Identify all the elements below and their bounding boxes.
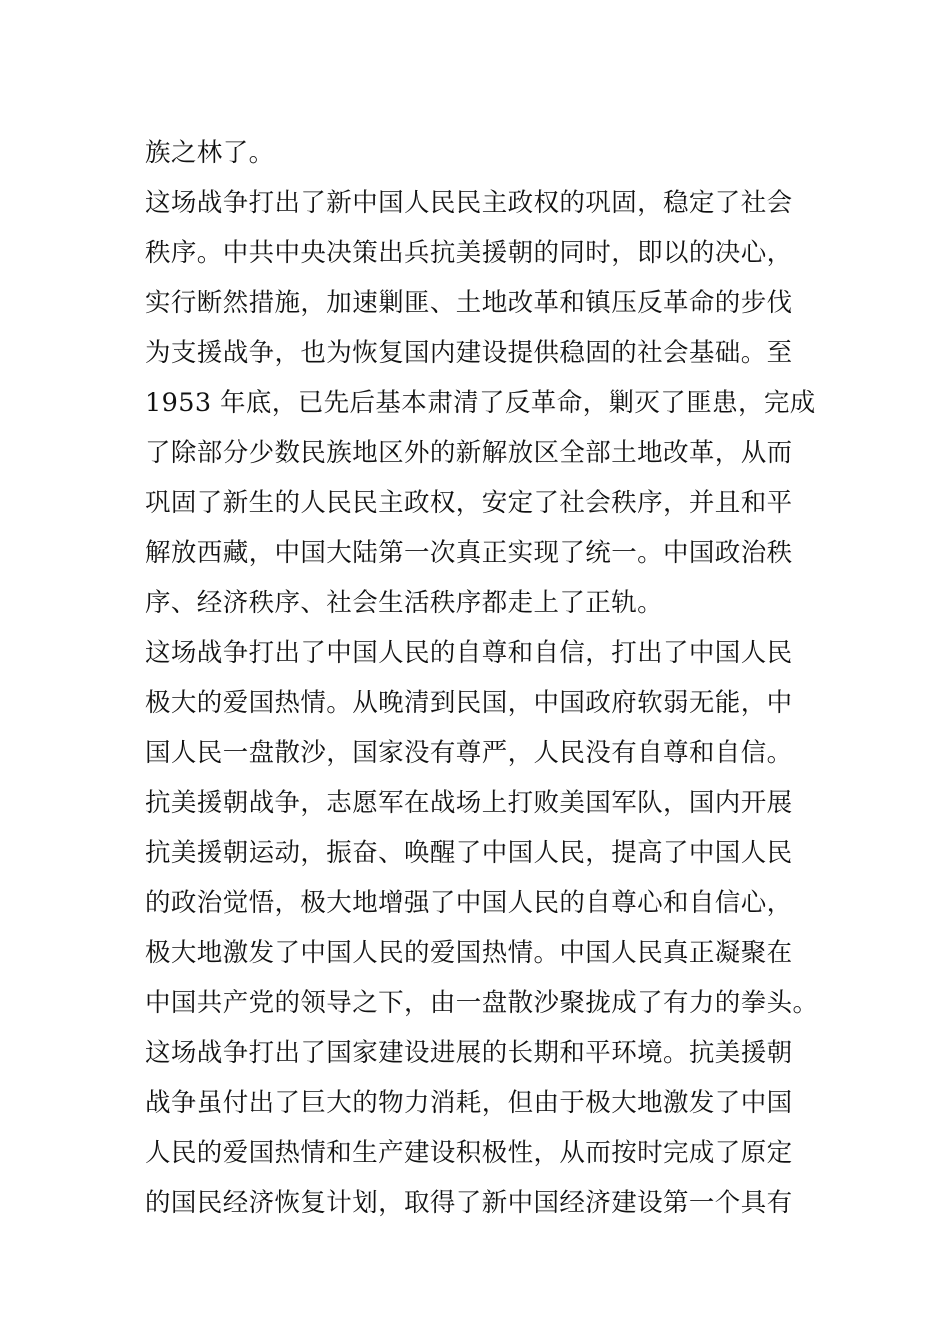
text-line: 这场战争打出了新中国人民民主政权的巩固，稳定了社会 — [145, 188, 793, 218]
text-line: 抗美援朝战争，志愿军在战场上打败美国军队，国内开展 — [145, 788, 793, 818]
text-line: 中国共产党的领导之下，由一盘散沙聚拢成了有力的拳头。 — [145, 988, 819, 1018]
text-line: 抗美援朝运动，振奋、唤醒了中国人民，提高了中国人民 — [145, 838, 793, 868]
text-line: 极大的爱国热情。从晚清到民国，中国政府软弱无能，中 — [145, 688, 793, 718]
text-line: 1953 年底，已先后基本肃清了反革命，剿灭了匪患，完成 — [145, 388, 816, 418]
text-line: 这场战争打出了中国人民的自尊和自信，打出了中国人民 — [145, 638, 793, 668]
text-line: 秩序。中共中央决策出兵抗美援朝的同时，即以的决心， — [145, 238, 793, 268]
text-line: 国人民一盘散沙，国家没有尊严，人民没有自尊和自信。 — [145, 738, 793, 768]
text-line: 序、经济秩序、社会生活秩序都走上了正轨。 — [145, 588, 664, 618]
text-line: 的国民经济恢复计划，取得了新中国经济建设第一个具有 — [145, 1188, 793, 1218]
text-line: 极大地激发了中国人民的爱国热情。中国人民真正凝聚在 — [145, 938, 793, 968]
text-line: 族之林了。 — [145, 138, 275, 168]
text-line: 巩固了新生的人民民主政权，安定了社会秩序，并且和平 — [145, 488, 793, 518]
text-line: 解放西藏，中国大陆第一次真正实现了统一。中国政治秩 — [145, 538, 793, 568]
text-line: 为支援战争，也为恢复国内建设提供稳固的社会基础。至 — [145, 338, 793, 368]
text-line: 这场战争打出了国家建设进展的长期和平环境。抗美援朝 — [145, 1038, 793, 1068]
text-line: 的政治觉悟，极大地增强了中国人民的自尊心和自信心， — [145, 888, 793, 918]
text-line: 实行断然措施，加速剿匪、土地改革和镇压反革命的步伐 — [145, 288, 793, 318]
text-line: 战争虽付出了巨大的物力消耗，但由于极大地激发了中国 — [145, 1088, 793, 1118]
text-line: 人民的爱国热情和生产建设积极性，从而按时完成了原定 — [145, 1138, 793, 1168]
text-line: 了除部分少数民族地区外的新解放区全部土地改革，从而 — [145, 438, 793, 468]
document-body — [145, 128, 819, 1228]
